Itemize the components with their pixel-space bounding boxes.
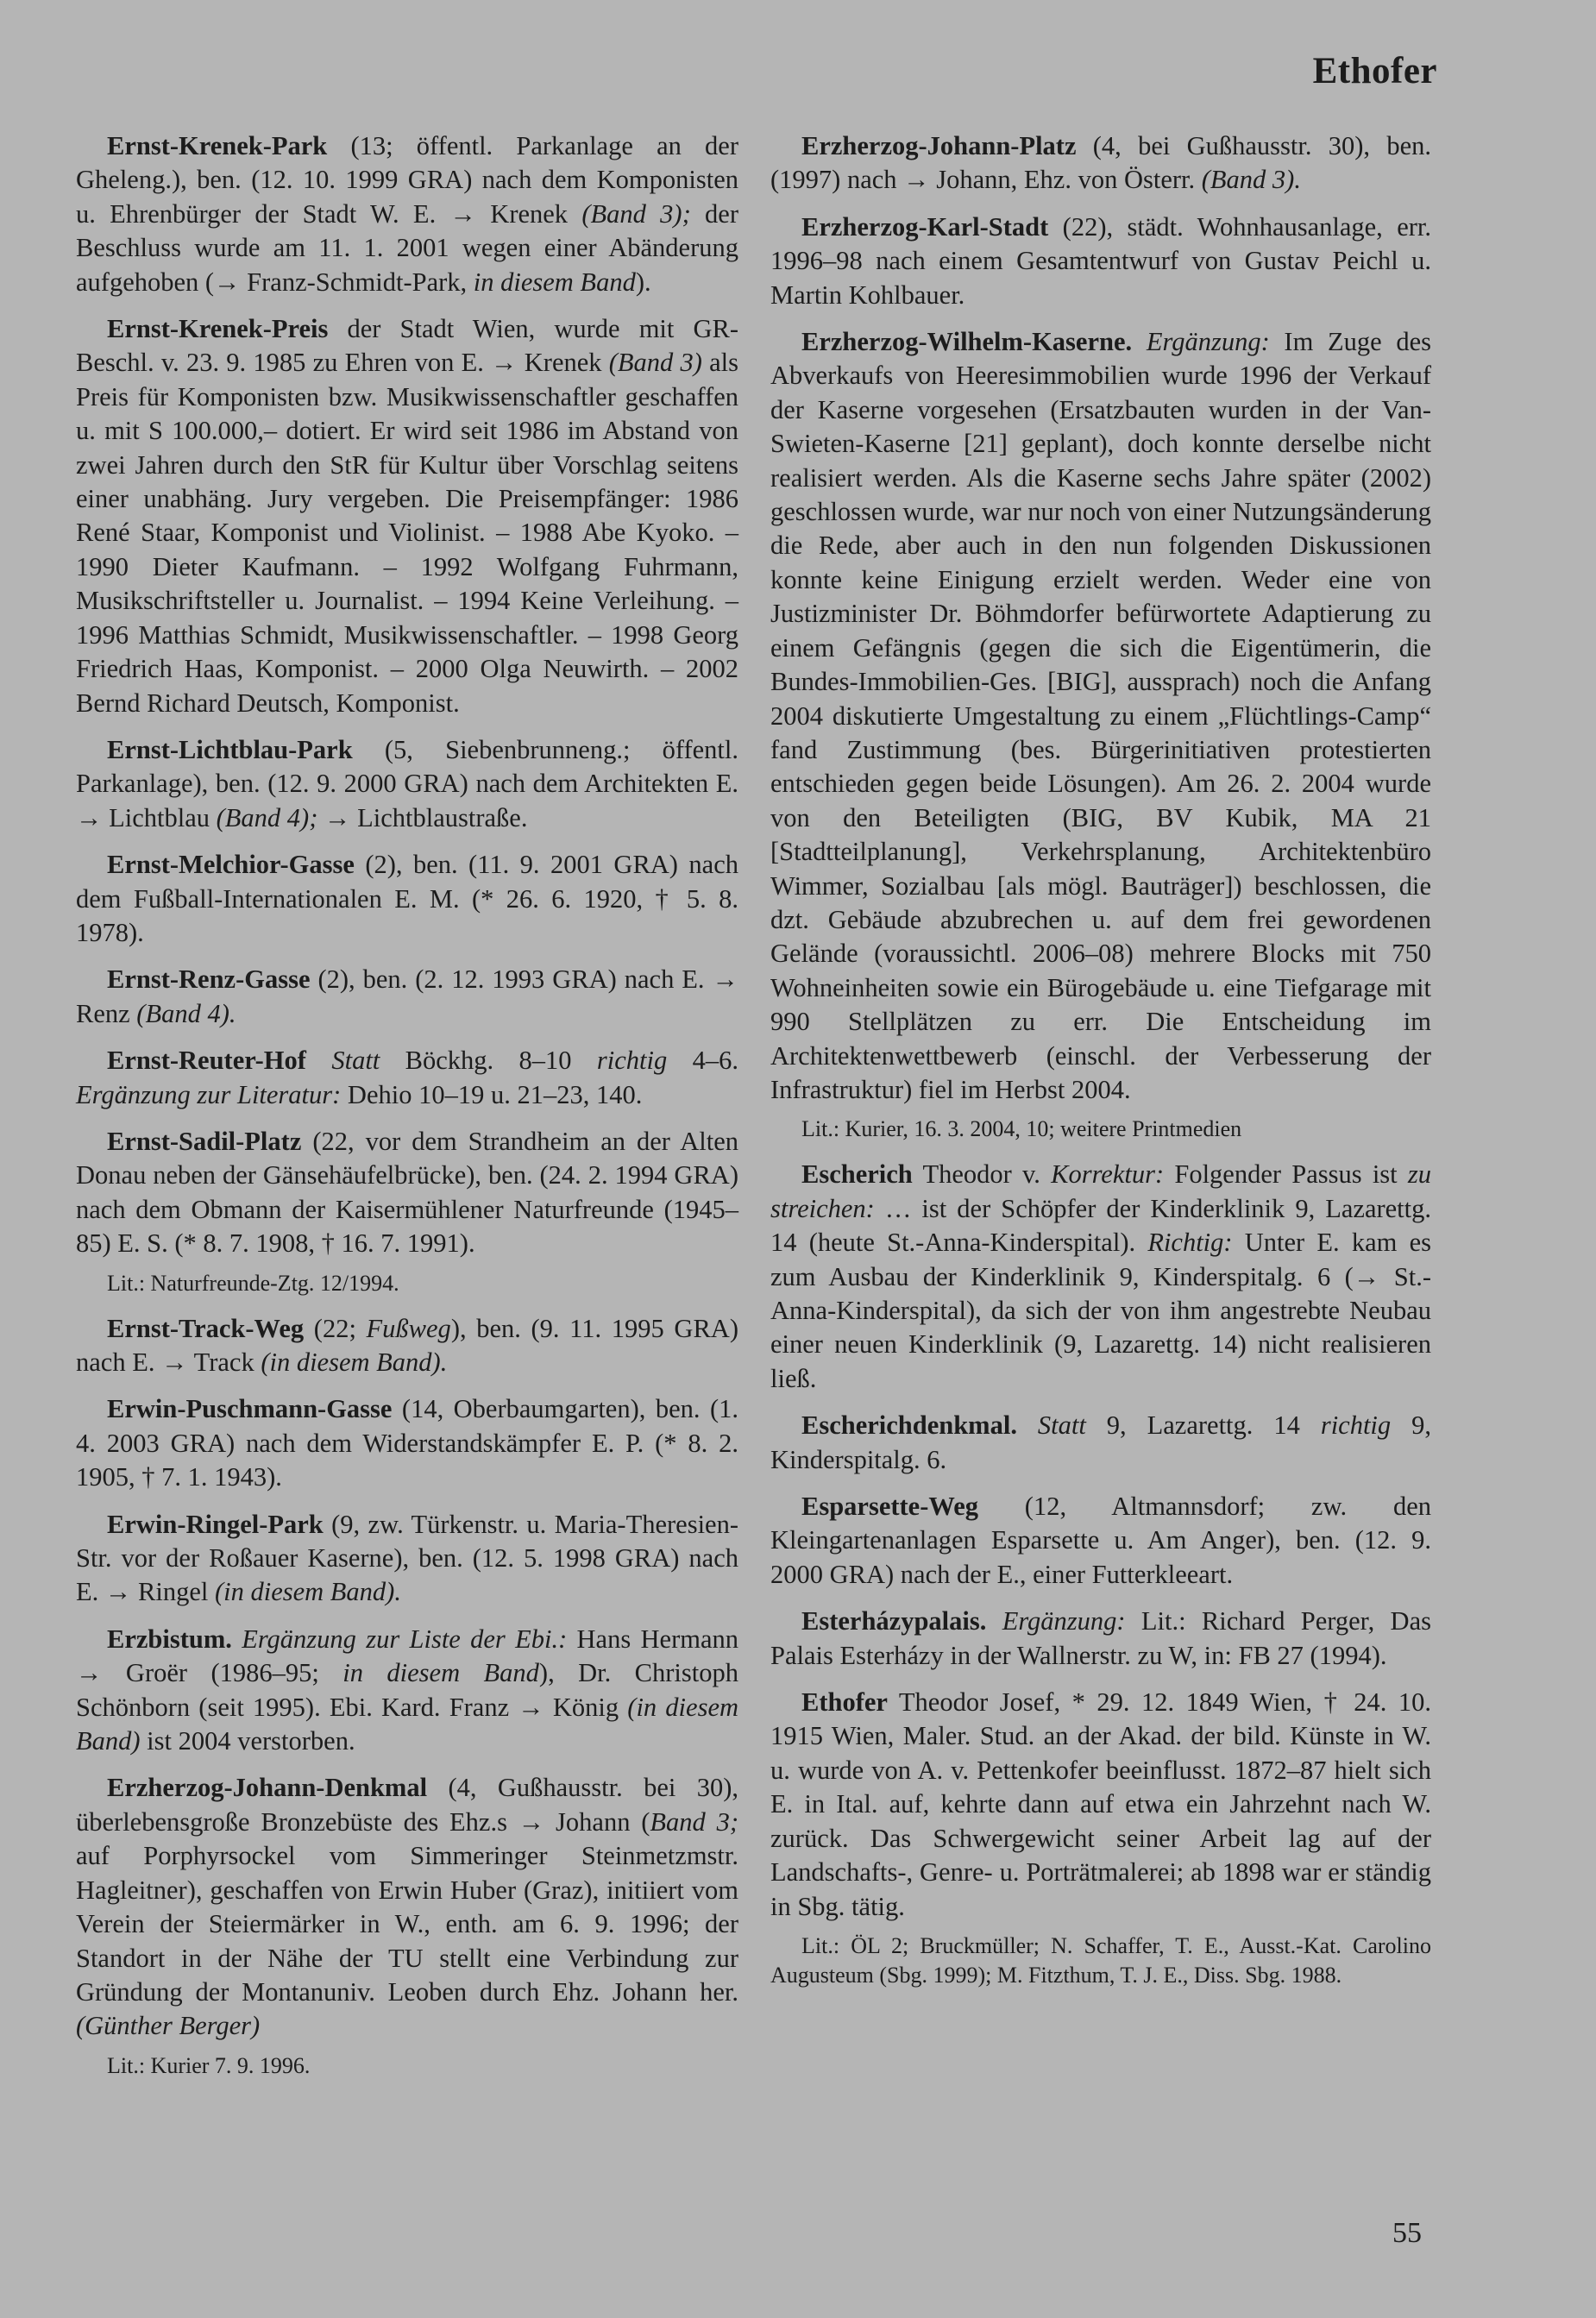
entry-text: (4, bei Gußhausstr. 30), ben. (1997) nach → Johann, Ehz. von Österr. [770,131,1431,195]
entry-text: Böckhg. 8–10 [380,1046,597,1076]
lexicon-entry [76,1392,738,1494]
entry-headword: Erzherzog-Karl-Stadt [801,211,1049,242]
entry-italic-text: richtig [1320,1410,1392,1441]
entry-italic-text: Ergänzung: [1002,1606,1126,1636]
entry-text: der Beschluss wurde am 11. 1. 2001 wegen einer Abänderung aufgehoben (→ Franz-Schmidt-Park, [76,198,738,297]
entry-text: (22), städt. Wohnhausanlage, err. 1996–98 nach einem Gesamtentwurf von Gustav Peichl u. Martin Kohlbauer. [770,211,1431,310]
entry-italic-text: (Band 3) [608,348,702,378]
lexicon-entry [770,210,1431,312]
entry-text: (22, vor dem Strandheim an der Alten Donau neben der Gänsehäufelbrücke), ben. (24. 2. 1994 GRA) nach dem Obmann der Kaisermühlener Naturfreunde (1945–85) E. S. (* 8. 7. 1908, † 16. 7. 1991). [76,1126,738,1259]
entry-headword: Erzbistum. [107,1624,232,1654]
entry-text [306,1046,331,1075]
entry-headword: Ernst-Renz-Gasse [107,964,311,995]
entry-headword: Escherich [801,1159,913,1190]
entry-text: ist 2004 verstorben. [140,1726,355,1756]
entry-text: Lit.: ÖL 2; Bruckmüller; N. Schaffer, T. E., Ausst.-Kat. Carolino Augusteum (Sbg. 1999); M. Fitzthum, T. J. E., Diss. Sbg. 1988. [770,1932,1431,1988]
lexicon-entry [770,325,1431,1107]
entry-text: 4–6. [667,1046,739,1076]
lexicon-entry [770,1686,1431,1924]
entry-italic-text: Statt [331,1046,380,1076]
literature-note [76,1269,738,1298]
entry-headword: Ernst-Krenek-Park [107,131,328,160]
entry-text: als Preis für Komponisten bzw. Musikwissenschaftler geschaffen u. mit S 100.000,– dotiert. Er wird seit 1986 im Abstand von zwei Jahren durch den StR für Kultur über Vorschlag seitens einer unabhäng. Jury vergeben. Die Preisempfänger: 1986 René Staar, Komponist und Violinist. – 1988 Abe Kyoko. – 1990 Dieter Kaufmann. – 1992 Wolfgang Fuhrmann, Musikschriftsteller u. Journalist. – 1994 Keine Verleihung. – 1996 Matthias Schmidt, Musikwissenschaftler. – 1998 Georg Friedrich Haas, Komponist. – 2000 Olga Neuwirth. – 2002 Bernd Richard Deutsch, Komponist. [76,348,738,718]
entry-italic-text: Ergänzung zur Liste der Ebi.: [242,1624,568,1654]
entry-italic-text: Ergänzung zur Literatur: [76,1079,342,1109]
entry-text: Im Zuge des Abverkaufs von Heeresimmobilien wurde 1996 der Verkauf der Kaserne vorgesehen (Ersatzbauten wurden in der Van-Swieten-Kaserne [21] geplant), doch konnte derselbe nicht realisiert werden. Als die Kaserne sechs Jahre später (2002) geschlossen wurde, war nur noch von einer Nutzungsänderung die Rede, aber auch in den nun folgenden Diskussionen konnte keine Einigung erzielt werden. Weder eine von Justizminister Dr. Böhmdorfer befürwortete Adaptierung zu einem Gefängnis (gegen die sich die Eigentümerin, die Bundes-Immobilien-Ges. [BIG], aussprach) noch die Anfang 2004 diskutierte Umgestaltung zu einem „Flüchtlings-Camp“ fand Zustimmung (bes. Bürgerinitiativen protestierten entschieden gegen beide Lösungen). Am 26. 2. 2004 wurde von den Beteiligten (BIG, BV Kubik, MA 21 [Stadtteilplanung], Verkehrsplanung, Architektenbüro Wimmer, Sozialbau [als mögl. Bauträger]) beschlossen, die dzt. Gebäude abzubrechen u. auf dem frei gewordenen Gelände (voraussichtl. 2006–08) mehrere Blocks mit 750 Wohneinheiten sowie ein Bürogebäude u. eine Tiefgarage mit 990 Stellplätzen zu err. Die Entscheidung im Architektenwettbewerb (einschl. der Verbesserung der Infrastruktur) fiel im Herbst 2004. [770,327,1431,1104]
entry-italic-text: Band 3; [650,1806,738,1837]
entry-italic-text: Richtig: [1147,1228,1233,1258]
lexicon-entry [770,1490,1431,1592]
literature-note [770,1115,1431,1144]
running-head: Ethofer [1312,51,1437,91]
entry-headword: Erzherzog-Johann-Platz [801,131,1077,160]
entry-text: 9, Lazarettg. 14 [1085,1410,1321,1441]
entry-headword: Ernst-Melchior-Gasse [107,850,355,880]
entry-headword: Erzherzog-Wilhelm-Kaserne. [801,327,1133,357]
literature-note [770,1932,1431,1990]
entry-text [986,1606,1002,1636]
entry-text [232,1624,242,1654]
entry-italic-text: in diesem Band [473,267,636,297]
left-column [76,129,738,2095]
entry-italic-text: Statt [1037,1410,1086,1441]
lexicon-entry [76,848,738,950]
lexicon-entry [770,1605,1431,1673]
entry-headword: Ernst-Lichtblau-Park [107,734,353,764]
lexicon-entry [76,963,738,1031]
entry-headword: Ethofer [801,1687,888,1718]
page-number: 55 [1392,2217,1422,2249]
lexicon-entry [76,733,738,835]
entry-text: → Lichtblaustraße. [317,802,528,832]
entry-italic-text: (in diesem Band) [76,1692,739,1756]
lexicon-entry [76,1044,738,1112]
entry-text: Lit.: Naturfreunde-Ztg. 12/1994. [107,1270,399,1296]
lexicon-entry [76,1125,738,1261]
entry-italic-text: (Band 3); [581,198,691,229]
entry-italic-text: in diesem Band [342,1658,539,1688]
entry-text [1132,327,1147,356]
entry-text: (5, Siebenbrunneng.; öffentl. Parkanlage), ben. (12. 9. 2000 GRA) nach dem Architekten E. → Lichtblau [76,734,738,832]
entry-text: Theodor Josef, * 29. 12. 1849 Wien, † 24. 10. 1915 Wien, Maler. Stud. an der Akad. der bild. Künste in W. u. wurde von A. v. Pettenkofer beeinflusst. 1872–87 hielt sich E. in Ital. auf, kehrte dann auf etwa ein Jahrzehnt nach W. zurück. Das Schwergewicht seiner Arbeit lag auf der Landschafts-, Genre- u. Porträtmalerei; ab 1898 war er ständig in Sbg. tätig. [770,1687,1431,1921]
entry-text: ), ben. (9. 11. 1995 GRA) nach E. → Track [76,1313,738,1377]
entry-headword: Erzherzog-Johann-Denkmal [107,1773,428,1803]
entry-text: ), Dr. Christoph Schönborn (seit 1995). Ebi. Kard. Franz → König [76,1658,738,1722]
entry-text: (12, Altmannsdorf; zw. den Kleingartenanlagen Esparsette u. Am Anger), ben. (12. 9. 2000 GRA) nach der E., einer Futterkleeart. [770,1492,1431,1589]
entry-text: Lit.: Richard Perger, Das Palais Esterházy in der Wallnerstr. zu W, in: FB 27 (1994). [770,1606,1431,1670]
lexicon-entry [770,129,1431,198]
entry-headword: Esterházypalais. [801,1606,987,1636]
entry-text: ). [635,267,651,297]
entry-text: auf Porphyrsockel vom Simmeringer Steinmetzmstr. Hagleitner), geschaffen von Erwin Huber (Graz), initiiert vom Verein der Steiermärker in W., enth. am 6. 9. 1996; der Standort in der Nähe der TU stellt eine Verbindung zur Gründung der Montanuniv. Leoben durch Ehz. Johann her. [76,1841,738,2007]
entry-text: (9, zw. Türkenstr. u. Maria-Theresien-Str. vor der Roßauer Kaserne), ben. (12. 5. 1998 GRA) nach E. → Ringel [76,1509,738,1607]
entry-headword: Erwin-Ringel-Park [107,1509,324,1539]
lexicon-entry [76,1771,738,2043]
entry-text: Theodor v. [912,1159,1052,1190]
entry-text: (4, Gußhausstr. bei 30), überlebensgroße Bronzebüste des Ehz.s → Johann ( [76,1773,738,1837]
entry-italic-text: (in diesem Band). [261,1347,448,1377]
entry-text: Dehio 10–19 u. 21–23, 140. [341,1079,643,1109]
entry-italic-text: (Band 3). [1201,165,1301,195]
entry-italic-text: richtig [596,1046,668,1076]
lexicon-entry [76,1312,738,1380]
lexicon-entry [770,1158,1431,1396]
entry-headword: Esparsette-Weg [801,1492,978,1522]
entry-italic-text: (in diesem Band). [214,1577,401,1607]
entry-text: Lit.: Kurier, 16. 3. 2004, 10; weitere Printmedien [801,1116,1242,1142]
entry-text: Hans Hermann → Groër (1986–95; [76,1624,739,1688]
entry-text: Unter E. kam es zum Ausbau der Kinderklinik 9, Kinderspitalg. 6 (→ St.-Anna-Kinderspital), da sich der von ihm angestrebte Neubau einer neuen Kinderklinik (9, Lazarettg. 14) nicht realisieren ließ. [770,1228,1431,1393]
lexicon-entry [770,1409,1431,1477]
lexicon-entry [76,1623,738,1759]
entry-headword: Ernst-Sadil-Platz [107,1126,302,1156]
entry-text: der Stadt Wien, wurde mit GR-Beschl. v. 23. 9. 1985 zu Ehren von E. → Krenek [76,314,738,378]
entry-headword: Ernst-Reuter-Hof [107,1046,306,1076]
entry-text: (14, Oberbaumgarten), ben. (1. 4. 2003 GRA) nach dem Widerstandskämpfer E. P. (* 8. 2. 1905, † 7. 1. 1943). [76,1394,738,1492]
lexicon-entry [76,1508,738,1610]
entry-text: Folgender Passus ist [1164,1159,1408,1190]
right-column [770,129,1431,2004]
entry-headword: Escherichdenkmal. [801,1410,1017,1441]
entry-italic-text: (Günther Berger) [76,2011,261,2041]
entry-text: (22; [304,1313,367,1343]
entry-text: (2), ben. (2. 12. 1993 GRA) nach E. → Renz [76,964,738,1028]
entry-italic-text: Ergänzung: [1146,327,1270,357]
entry-italic-text: zu streichen: [770,1159,1432,1223]
entry-text: (13; öffentl. Parkanlage an der Gheleng.), ben. (12. 10. 1999 GRA) nach dem Komponisten u. Ehrenbürger der Stadt W. E. → Krenek [76,131,738,229]
entry-italic-text: Fußweg [366,1313,451,1343]
entry-headword: Ernst-Track-Weg [107,1313,305,1343]
literature-note [76,2051,738,2081]
entry-italic-text: (Band 4); [216,802,318,832]
entry-headword: Erwin-Puschmann-Gasse [107,1394,393,1424]
entry-text: (2), ben. (11. 9. 2001 GRA) nach dem Fußball-Internationalen E. M. (* 26. 6. 1920, † 5. 8. 1978). [76,850,738,947]
lexicon-entry [76,129,738,299]
entry-text: Lit.: Kurier 7. 9. 1996. [107,2052,311,2078]
entry-text: 9, Kinderspitalg. 6. [770,1410,1432,1474]
entry-italic-text: (Band 4). [136,998,236,1028]
entry-text [1017,1410,1038,1440]
entry-headword: Ernst-Krenek-Preis [107,314,329,344]
entry-text: … ist der Schöpfer der Kinderklinik 9, Lazarettg. 14 (heute St.-Anna-Kinderspital). [770,1193,1431,1258]
lexicon-entry [76,312,738,720]
entry-italic-text: Korrektur: [1051,1159,1165,1190]
